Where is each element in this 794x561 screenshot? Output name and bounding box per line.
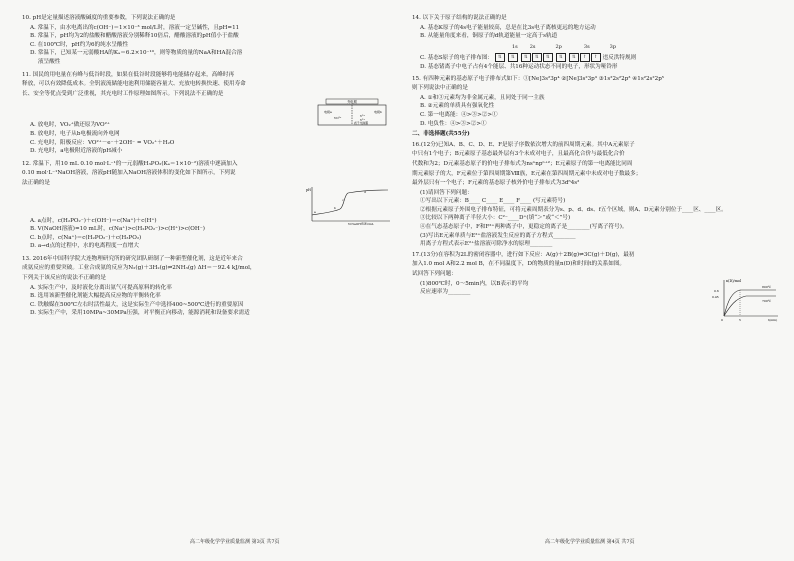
q16-sub1-q: ①写出以下元素：B____ C____ E____ F____ (写元素符号) [420, 198, 566, 205]
vo2-label: VO²⁺ [334, 116, 342, 121]
q16-stem-3: 代数和为2；D元素基态原子的价电子排布式为nsⁿnpⁿ⁺²；E元素原子的第一电离能比同周 [412, 160, 633, 167]
orbital-label-1s: 1s [512, 43, 518, 50]
question-17 [412, 251, 782, 322]
nd-time-graph [712, 276, 782, 324]
q12-option-a: A. a点时，c(H₂PO₂⁻)＋c(OH⁻)＝c(Na⁺)＋c(H⁺) [30, 217, 157, 224]
q15-option-d: D. 电负性：④>③>②>① [420, 120, 487, 127]
question-14 [412, 14, 782, 72]
orbital-label-3s: 3s [583, 43, 590, 50]
volume-axis-label: V(NaOH溶液)/mL [348, 221, 374, 225]
question-11 [22, 71, 392, 156]
q14-stem: 14. 以下关于原子结构的说法正确的是 [412, 15, 507, 21]
q13-option-d: D. 实际生产中，采用10MPa~30MPa压强，对平衡正向移动，能源消耗和设备要求需适 [30, 310, 250, 317]
q14-option-a: A. 基态K原子的4s电子能量较高，总是在比3s电子离核更远的地方运动 [420, 24, 596, 31]
point-a: a [314, 209, 316, 214]
tick-06: 0.6 [714, 288, 719, 293]
q14-option-c [412, 53, 782, 63]
curve-700-label: 700℃ [762, 298, 772, 303]
question-15 [412, 75, 782, 129]
q17-sub1b: 反应速率为________ [420, 289, 471, 296]
q12-stem-3: 法正确的是 [22, 179, 50, 186]
q11-option-a: A. 放电时，VO₂⁺做还原为VO²⁺ [30, 122, 110, 129]
q16-stem-4: 期元素原子的大，F元素位于第四周期第Ⅷ族，E元素在第四周期元素中未成对电子数最多； [412, 170, 642, 177]
question-16 [412, 141, 782, 249]
q12-option-d: D. a→d点的过程中，水的电离程度一直增大 [30, 243, 139, 250]
question-13 [22, 255, 392, 318]
q14-option-b: B. 从能量角度来看，铜原子的d轨道能量一定高于s轨道 [420, 33, 558, 40]
q16-sub5: (3)写出E元素单质与E²⁺盐溶液发生反应的离子方程式________ [420, 232, 576, 239]
electrode-b-label: 电极b [374, 110, 382, 115]
q17-stem-1: 17.(13分)在容积为2L的密闭容器中，进行如下反应：A(g)＋2B(g)⇌3C(g)＋D(g)，最初 [412, 251, 635, 258]
orbital-label-3p: 3p [609, 43, 617, 50]
q16-sub4: ④在气态基态原子中，F和F²⁺两种离子中，更稳定的离子是________(写离子符号)。 [420, 224, 628, 231]
q10-option-d: D. 常温下，已知某一元弱酸HA的Kₐ＝6.2×10⁻¹⁰，则等物质的量的NaA和HA混合溶 [30, 50, 243, 57]
q15-option-a: A. ①和③元素均为非金属元素，且同处于同一主族 [420, 94, 545, 101]
point-b: b [334, 205, 336, 210]
q10-option-b: B. 常温下，pH均为2的盐酸和醋酸溶液分别稀释10倍后，醋酸溶液的pH值小于盐酸 [30, 33, 239, 40]
q13-option-c: C. 铁触媒在500℃左右时活性最大，这是实际生产中选择400~500℃进行的重要原因 [30, 301, 244, 308]
orbital-label-2s: 2s [529, 43, 536, 50]
point-d: d [364, 189, 366, 194]
q15-option-b: B. ②元素的单质具有强氧化性 [420, 103, 495, 110]
q16-stem-5: 最外层只有一个电子；F元素的基态原子核外价电子排布式为3d⁶4s² [412, 180, 580, 187]
q16-sub2: ②根据元素原子外围电子排布特征，可将元素周期表分为s、p、d、ds、f五个区域，则A、D元素分别位于____区、____区。 [420, 206, 727, 213]
q16-stem-1: 16.(12分)已知A、B、C、D、E、F是原子序数依次增大的前四周期元素。其中A元素原子 [412, 141, 635, 148]
q16-sub6: 用离子方程式表示E²⁺盐溶液可除净水的原理________ [420, 241, 553, 248]
left-column [22, 14, 392, 318]
orbital-boxes: ⇅ ⇅ ⇅ ⇅ ⇅ ⇅ ⇅ ↑ ↑ [495, 53, 601, 62]
q13-stem-2: 成氨反应的重要突破。工业合成氨的反应为N₂(g)＋3H₂(g)⇌2NH₃(g) ΔH＝－92.4 kJ/mol， [22, 265, 256, 272]
q17-stem-2: 加入1.0 mol A和2.2 mol B，在不同温度下，D的物质的量n(D)和时间t的关系如图。 [412, 261, 626, 268]
membrane-label: 质子交换膜 [354, 121, 368, 126]
section-heading: 二、非选择题(共55分) [412, 131, 470, 138]
q13-stem-3: 下列关于该反应的说法不正确的是 [22, 275, 106, 282]
v3-label: V³⁺ [360, 114, 365, 119]
q10-option-d-cont: 液呈酸性 [38, 58, 61, 65]
q15-stem-1: 15. 有四种元素的基态原子电子排布式如下：①[Ne]3s²3p⁴ ②[Ne]3s²3p³ ③1s²2s²2p³ ④1s²2s²2p⁵ [412, 75, 665, 82]
point-c: c [342, 197, 344, 202]
orbital-label-2p: 2p [555, 43, 562, 50]
q17-sub1: (1)800℃时，0～5min内，以B表示的平均 [420, 280, 529, 287]
q11-stem-3: 长、安全等优点受到广泛重视，其充电时工作原理如图所示。下列说法不正确的是 [22, 90, 224, 97]
q14-option-c-text: C. 基态S原子的电子排布图： [420, 55, 494, 62]
q11-stem-2: 释放，可以有效降低成本。全钒液流储能电池利用储能容量大、充放电转换快速、使用寿命 [22, 81, 246, 88]
q16-sub1-head: (1)请回答下列问题： [420, 189, 473, 196]
q15-option-c: C. 第一电离能：④>③>②>① [420, 111, 498, 118]
grid-label: 外电网 [347, 100, 357, 105]
q11-stem-1: 11. 国民的用电量在有峰与低谷时段，如果在低谷时段能够将电能储存起来，高峰时再 [22, 71, 235, 78]
page-footer-right: 高二年级化学学业质量监测 第4页 共7页 [545, 539, 635, 545]
q11-option-d: D. 充电时，a电极附近溶液的pH减小 [30, 148, 123, 155]
q14-option-c-tail: 违反洪特规则 [602, 55, 637, 62]
q13-option-b: B. 选用该新型催化剂能大幅提高反应物的平衡转化率 [30, 293, 161, 300]
question-12 [22, 160, 392, 251]
right-column [412, 14, 782, 322]
q11-option-c: C. 充电时，阳极反应：VO²⁺－e⁻＋2OH⁻ = VO₂⁺＋H₂O [30, 139, 175, 146]
q13-stem-1: 13. 2016年中国科学院大连物理研究所的研究团队研制了一种新型催化剂，这是近年来合 [22, 255, 243, 262]
q10-stem: 10. pH是定量描述溶液酸碱度的重要参数，下列说法正确的是 [22, 15, 176, 21]
q10-option-a: A. 常温下，由水电离出的c(OH⁻)＝1×10⁻³ mol/L时，溶液一定呈碱性，且pH=11 [30, 24, 240, 31]
q13-option-a: A. 实际生产中，及时液化分离出氨气可提高原料的转化率 [30, 284, 172, 291]
q10-option-c: C. 在100℃时，pH约为6的纯水呈酸性 [30, 41, 129, 48]
time-axis-label: t(min) [768, 317, 778, 322]
q12-stem-1: 12. 常温下，用10 mL 0.10 mol·L⁻¹的一元弱酸H₃PO₂(Kₐ＝1×10⁻²)溶液中逐滴加入 [22, 160, 238, 167]
q12-option-b: B. V(NaOH溶液)=10 mL时，c(Na⁺)>c(H₂PO₂⁻)>c(H⁺)>c(OH⁻) [30, 226, 205, 233]
ph-axis-label: pH [306, 187, 311, 192]
q15-stem-2: 则下列说法中正确的是 [412, 85, 468, 92]
nd-axis-label: n(D)/mol [726, 278, 742, 283]
electrode-a-label: 电极a [324, 110, 332, 115]
page-footer-left: 高二年级化学学业质量监测 第3页 共7页 [190, 539, 280, 545]
curve-800-label: 800℃ [762, 284, 772, 289]
q14-option-d: D. 基态锗离子中电子占有4个能层、共16种运动状态不同的电子，形状为哑铃形 [420, 63, 618, 70]
tick-045: 0.45 [712, 294, 719, 299]
q11-option-b: B. 放电时，电子从b电极流向外电网 [30, 130, 120, 137]
q16-sub3: ③比较以下两种离子半径大小：C²⁻____D⁺(填“＞”或“＜”号) [420, 215, 571, 222]
q12-stem-2: 0.10 mol·L⁻¹NaOH溶液，溶液pH随加入NaOH溶液体积的变化如下图所示，下列说 [22, 170, 236, 177]
q17-stem-3: 试回答下列问题： [412, 271, 457, 278]
q12-option-c: C. b点时，c(Na⁺)＝c(H₂PO₂⁻)＋c(H₃PO₂) [30, 234, 142, 241]
orbital-diagram [512, 43, 782, 52]
question-10 [22, 14, 392, 67]
q16-stem-2: 中只有1个电子；B元素原子基态最外层有3个未成对电子，且最高化合价与最低化合价 [412, 151, 625, 158]
v2-label: V²⁺ [360, 118, 365, 123]
tick-5: 5 [739, 317, 741, 322]
ph-titration-curve [304, 185, 392, 225]
flow-battery-diagram [312, 97, 392, 127]
origin-label: 0 [721, 317, 723, 322]
